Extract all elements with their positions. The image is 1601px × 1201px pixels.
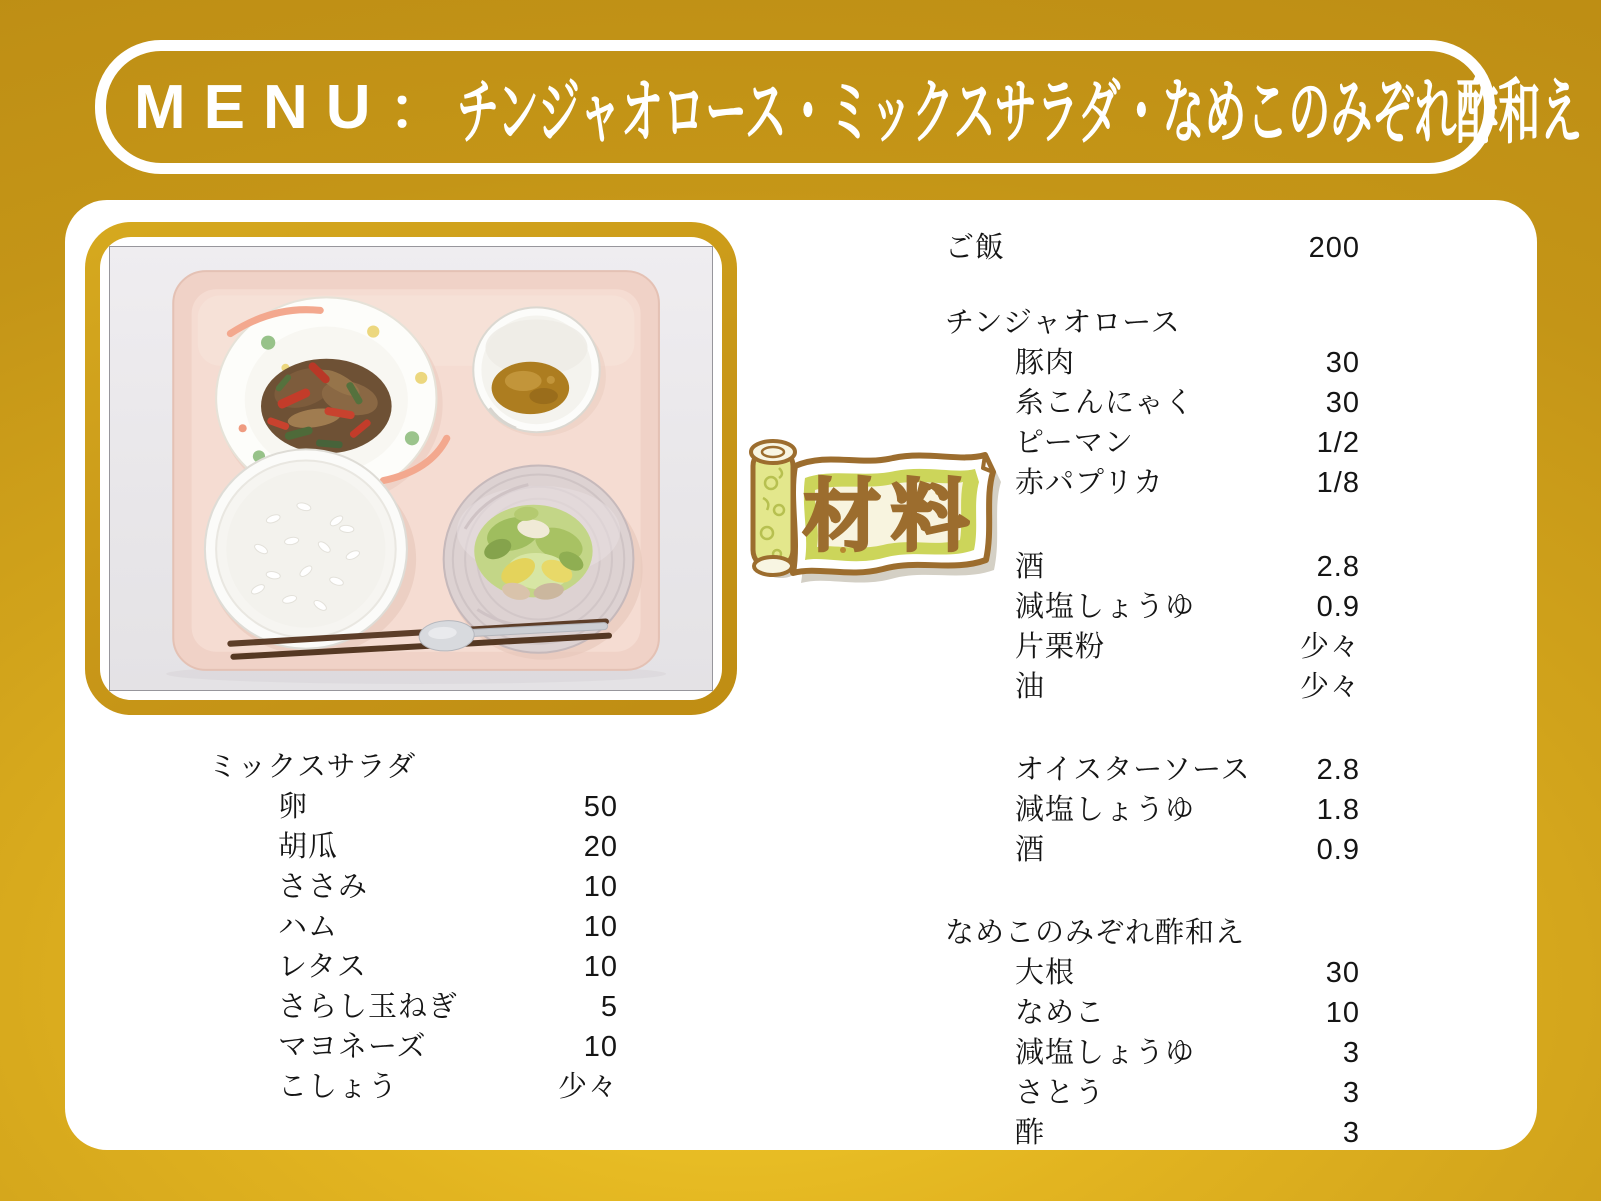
- menu-colon: ：: [388, 77, 447, 142]
- group-title: チンジャオロース: [945, 307, 1181, 339]
- group-title: ミックスサラダ: [208, 751, 417, 783]
- ingredient-row: 減塩しょうゆ 1.8: [1015, 794, 1360, 826]
- ingredient-row: 糸こんにゃく 30: [1015, 387, 1360, 419]
- ingredient-row: 片栗粉 少々: [1015, 631, 1360, 663]
- menu-header: [95, 40, 1582, 174]
- ingredient-row: 大根 30: [1015, 957, 1360, 989]
- mixed-salad-block: [208, 747, 618, 1107]
- ingredient-row: 油 少々: [1015, 671, 1360, 703]
- scroll-roll: [753, 448, 793, 568]
- group-title: なめこのみぞれ酢和え: [945, 917, 1246, 949]
- nameko-block: [945, 913, 1360, 1153]
- ingredient-row: マヨネーズ 10: [278, 1031, 618, 1063]
- ingredient-row: レタス 10: [278, 951, 618, 983]
- menu-label: MENU: [134, 72, 389, 142]
- ingredient-row: ハム 10: [278, 911, 618, 943]
- ingredient-row: オイスターソース 2.8: [1015, 754, 1360, 786]
- ingredient-row: 胡瓜 20: [278, 831, 618, 863]
- ingredient-row: ピーマン 1/2: [1015, 427, 1360, 459]
- group-title-row: [945, 303, 1360, 343]
- stirfry-food: [261, 359, 392, 454]
- ingredient-row: 酢 3: [1015, 1117, 1360, 1149]
- ingredient-row: さとう 3: [1015, 1077, 1360, 1109]
- ingredient-row: ご飯 200: [945, 232, 1360, 264]
- ingredient-row: なめこ 10: [1015, 997, 1360, 1029]
- rice-block: [945, 228, 1360, 268]
- meal-photo-frame: [85, 222, 737, 715]
- meal-tray-illustration: [110, 247, 712, 690]
- menu-title: チンジャオロース・ミックスサラダ・なめこのみぞれ酢和え: [456, 72, 1582, 152]
- chinjao-seasoning-a-block: [945, 547, 1360, 707]
- ingredient-row: こしょう 少々: [278, 1071, 618, 1103]
- chinjao-seasoning-b-block: [945, 750, 1360, 870]
- ingredient-row: 酒 2.8: [1015, 551, 1360, 583]
- ingredient-row: 減塩しょうゆ 0.9: [1015, 591, 1360, 623]
- ingredient-row: さらし玉ねぎ 5: [278, 991, 618, 1023]
- ingredient-row: 減塩しょうゆ 3: [1015, 1037, 1360, 1069]
- meal-photo: [109, 246, 713, 691]
- group-title-row: [945, 913, 1360, 953]
- rice: [226, 471, 385, 628]
- ingredient-row: ささみ 10: [278, 871, 618, 903]
- ingredients-banner-label: 材料: [802, 472, 980, 560]
- ingredient-row: 卵 50: [278, 791, 618, 823]
- ingredient-list-left: [208, 747, 618, 1107]
- group-title-row: [208, 747, 618, 787]
- nameko-sauce: [492, 362, 570, 414]
- ingredient-row: 豚肉 30: [1015, 347, 1360, 379]
- ingredient-row: 酒 0.9: [1015, 834, 1360, 866]
- chinjao-main-block: [945, 303, 1360, 503]
- ingredient-row: 赤パプリカ 1/8: [1015, 467, 1360, 499]
- ingredient-list-right: [945, 228, 1360, 1153]
- meal-photo-mat: [100, 237, 722, 700]
